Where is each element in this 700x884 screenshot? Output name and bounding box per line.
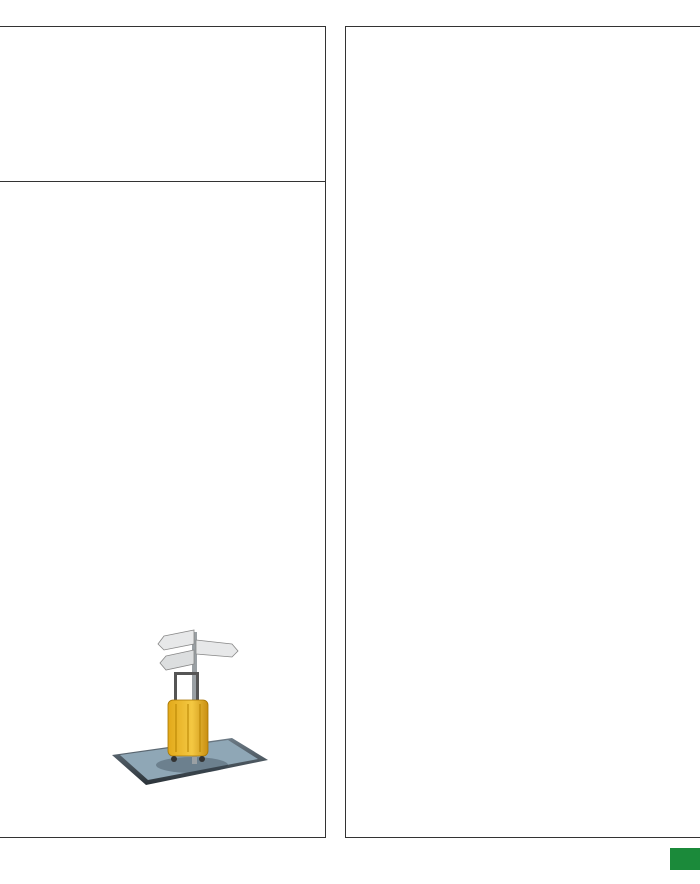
signpost-suitcase-smartphone-icon [104,620,274,790]
index-frame [345,26,700,838]
page-number [670,848,700,870]
dossier-header-frame [0,26,326,182]
